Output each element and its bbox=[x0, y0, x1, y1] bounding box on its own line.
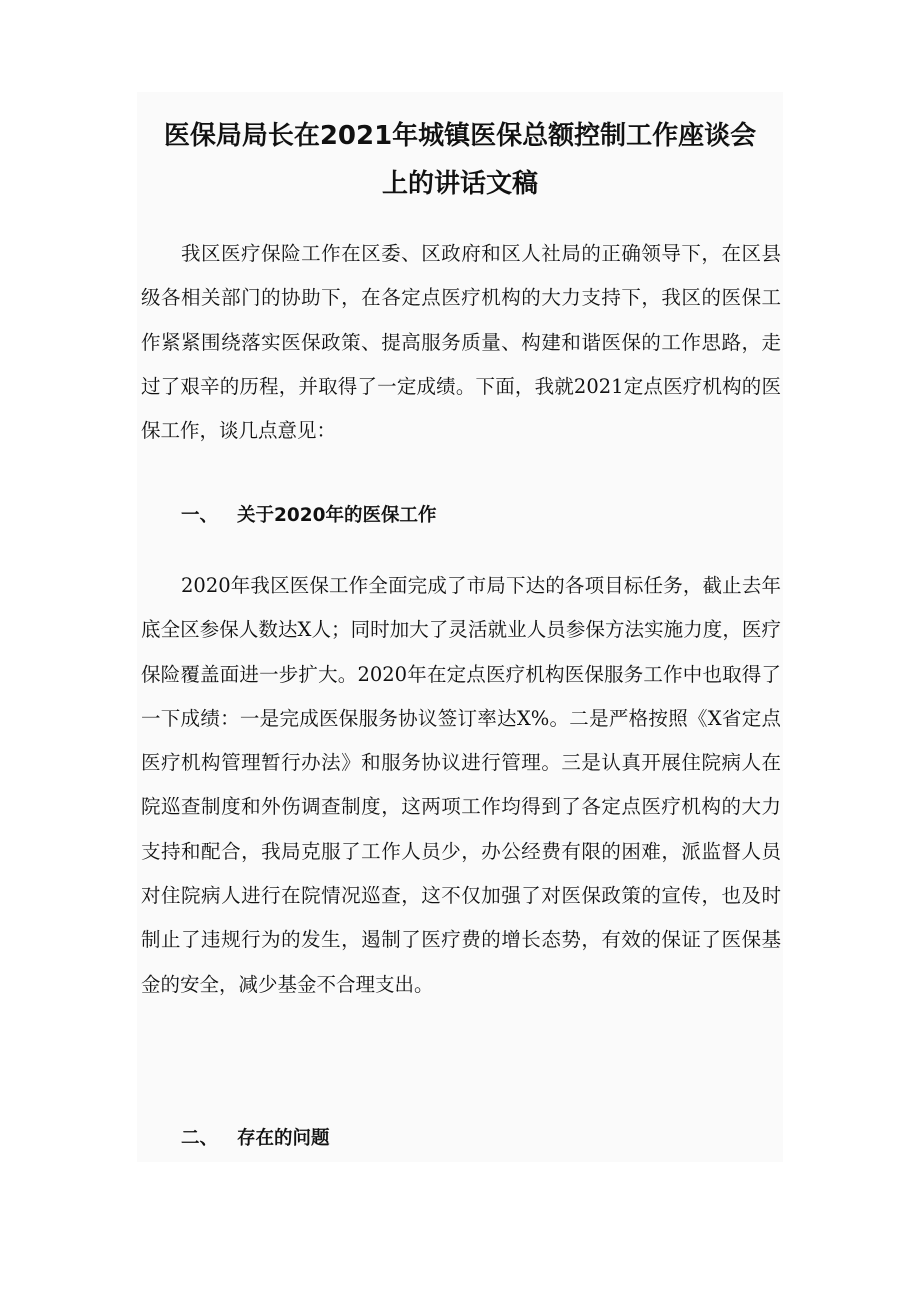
document-title-line-2: 上的讲话文稿 bbox=[381, 169, 538, 199]
section-1-paragraph: 2020年我区医保工作全面完成了市局下达的各项目标任务，截止去年底全区参保人数达X人；同时加大了灵活就业人员参保方法实施力度，医疗保险覆盖面进一步扩大。2020年在定点医疗机构医保服务工作中也取得了一下成绩：一是完成医保服务协议签订率达X%。二是严格按照《X省定点医疗机构管理暂行办法》和服务协议进行管理。三是认真开展住院病人在院巡查制度和外伤调查制度，这两项工作均得到了各定点医疗机构的大力支持和配合，我局克服了工作人员少，办公经费有限的困难，派监督人员对住院病人进行在院情况巡查，这不仅加强了对医保政策的宣传，也及时制止了违规行为的发生，遏制了医疗费的增长态势，有效的保证了医保基金的安全，减少基金不合理支出。 bbox=[141, 574, 781, 996]
section-title: 关于2020年的医保工作 bbox=[237, 505, 437, 526]
section-title: 存在的问题 bbox=[237, 1128, 330, 1149]
section-number: 一、 bbox=[181, 505, 219, 526]
section-number: 二、 bbox=[181, 1128, 219, 1149]
intro-paragraph: 我区医疗保险工作在区委、区政府和区人社局的正确领导下，在区县级各相关部门的协助下，在各定点医疗机构的大力支持下，我区的医保工作紧紧围绕落实医保政策、提高服务质量、构建和谐医保的工作思路，走过了艰辛的历程，并取得了一定成绩。下面，我就2021定点医疗机构的医保工作，谈几点意见： bbox=[141, 242, 781, 443]
document-title-line-1: 医保局局长在2021年城镇医保总额控制工作座谈会 bbox=[163, 121, 757, 151]
section-heading-2 bbox=[181, 1124, 330, 1154]
section-heading-1 bbox=[181, 501, 437, 531]
